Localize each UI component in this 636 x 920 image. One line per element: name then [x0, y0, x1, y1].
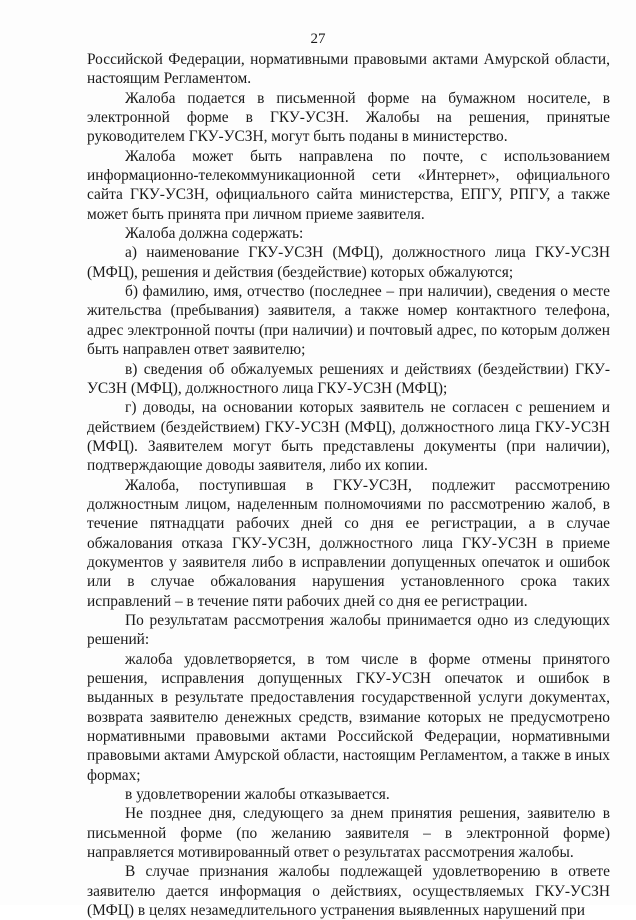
- page-number: 27: [310, 31, 326, 47]
- list-item: в удовлетворении жалобы отказывается.: [125, 786, 390, 804]
- paragraph: В случае признания жалобы подлежащей удовлетворению в ответе заявителю дается информация о действиях, осуществляемых ГКУ-УСЗН (МФЦ) в целях незамедлительного устранения выявленных нарушений при: [87, 863, 610, 920]
- list-item: в) сведения об обжалуемых решениях и действиях (бездействии) ГКУ-УСЗН (МФЦ), должностного лица ГКУ-УСЗН (МФЦ);: [87, 360, 610, 397]
- paragraph: Жалоба может быть направлена по почте, с использованием информационно-телекоммуникационной сети «Интернет», официального сайта ГКУ-УСЗН, официального сайта министерства, ЕПГУ, РПГУ, а также может быть принята при личном приеме заявителя.: [87, 147, 610, 223]
- paragraph: Жалоба, поступившая в ГКУ-УСЗН, подлежит рассмотрению должностным лицом, наделенным полномочиями по рассмотрению жалоб, в течение пятнадцати рабочих дней со дня ее регистрации, а в случае обжалования отказа ГКУ-УСЗН, должностного лица ГКУ-УСЗН в приеме документов у заявителя либо в исправлении допущенных опечаток и ошибок или в случае обжалования нарушения установленного срока таких исправлений – в течение пяти рабочих дней со дня ее регистрации.: [87, 476, 610, 610]
- list-item: а) наименование ГКУ-УСЗН (МФЦ), должностного лица ГКУ-УСЗН (МФЦ), решения и действия (бездействие) которых обжалуются;: [87, 244, 610, 281]
- paragraph: Не позднее дня, следующего за днем принятия решения, заявителю в письменной форме (по желанию заявителя – в электронной форме) направляется мотивированный ответ о результатах рассмотрения жалобы.: [87, 805, 610, 862]
- list-item: б) фамилию, имя, отчество (последнее – при наличии), сведения о месте жительства (пребывания) заявителя, а также номер контактного телефона, адрес электронной почты (при наличии) и почтовый адрес, по которым должен быть направлен ответ заявителю;: [87, 283, 610, 359]
- list-item: жалоба удовлетворяется, в том числе в форме отмены принятого решения, исправления допущенных ГКУ-УСЗН опечаток и ошибок в выданных в результате предоставления государственной услуги документах, возврата заявителю денежных средств, взимание которых не предусмотрено нормативными правовыми актами Российской Федерации, нормативными правовыми актами Амурской области, настоящим Регламентом, а также в иных формах;: [87, 650, 610, 784]
- body-text: [87, 50, 610, 920]
- paragraph: Жалоба подается в письменной форме на бумажном носителе, в электронной форме в ГКУ-УСЗН. Жалобы на решения, принятые руководителем ГКУ-УСЗН, могут быть поданы в министерство.: [87, 89, 610, 146]
- paragraph: Жалоба должна содержать:: [125, 225, 304, 243]
- list-item: г) доводы, на основании которых заявитель не согласен с решением и действием (бездействием) ГКУ-УСЗН (МФЦ), должностного лица ГКУ-УСЗН (МФЦ). Заявителем могут быть представлены документы (при наличии), подтверждающие доводы заявителя, либо их копии.: [87, 399, 610, 475]
- paragraph: По результатам рассмотрения жалобы принимается одно из следующих решений:: [87, 611, 610, 649]
- paragraph: Российской Федерации, нормативными правовыми актами Амурской области, настоящим Регламентом.: [87, 51, 610, 88]
